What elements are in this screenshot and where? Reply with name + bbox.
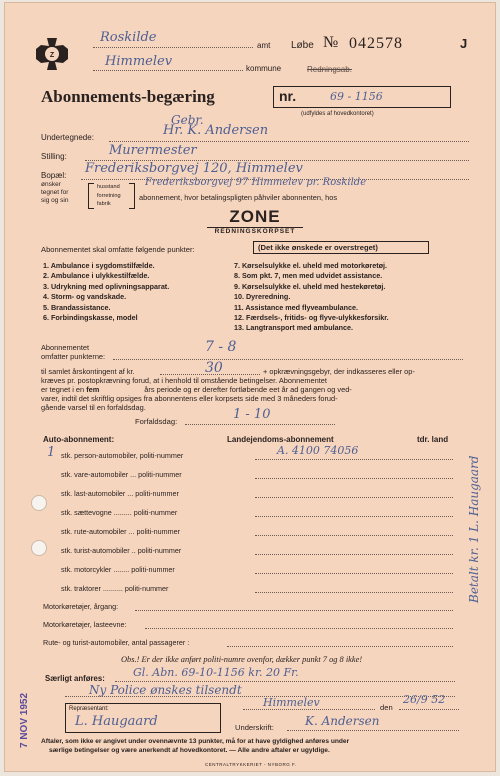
vehicle-line [255,459,453,460]
lobe-label: Løbe [291,40,314,51]
vehicle-row: stk. person-automobiler, politi-nummer [61,451,184,460]
amt-value: Roskilde [100,30,157,45]
option-bracket [88,183,94,209]
vehicle-line [255,516,453,517]
kommune-line [93,70,243,71]
sign-place: Himmelev [263,696,320,709]
nr-label: nr. [279,88,297,104]
obs-note: Obs.! Er der ikke anført politi-numre ovenfor, dækker punkt 7 og 8 ikke! [121,655,363,664]
extra-line [135,610,453,611]
land-value: A. 4100 74056 [277,444,359,457]
vehicle-row: stk. traktorer .......... politi-nummer [61,584,169,593]
vehicle-row: stk. turist-automobiler .. politi-nummer [61,546,182,555]
no-label: № [323,34,339,51]
amt-label: amt [257,41,271,50]
points-intro: Abonnementet skal omfatte følgende punkter: [41,245,195,254]
option-fabrik[interactable]: fabrik [97,201,111,207]
underskrift-line [287,730,459,731]
contingent-text-1: til samlet årskontingent af kr. [41,367,135,376]
extra-field: Motorkøretøjer, lasteevne: [43,620,127,629]
vehicle-line [255,497,453,498]
option-forretning[interactable]: forretning [97,192,121,199]
saerligt-value-1: Gl. Abn. 69-10-1156 kr. 20 Fr. [133,666,299,679]
contingent-value: 30 [205,360,223,376]
vehicle-row: stk. sættevogne ......... politi-nummer [61,508,178,517]
omfatter-line [113,359,463,360]
forfaldsdag-label: Forfaldsdag: [135,417,178,426]
punch-hole [31,495,47,511]
sign-date-line [399,709,459,710]
onsker-label: ønsker tegnet for sig og sin [41,181,69,204]
form-title: Abonnements-begæring [41,87,215,106]
vehicle-line [255,592,453,593]
terms-line-2: kræves pr. postopkrævning forud, at i henhold til omstående betingelser. Abonnementet [41,376,327,385]
undertegnede-line [109,141,469,142]
brand-logo [185,207,325,235]
vehicle-row: stk. motorcykler ........ politi-nummer [61,565,175,574]
land-title: Landejendoms-abonnement [227,435,334,444]
struck-text: Redningsab. [307,65,352,74]
bopael-value: Frederiksborgvej 120, Himmelev [85,161,303,176]
received-stamp: 7 NOV 1952 [19,692,30,748]
option-list [97,183,121,209]
point-4: 4. Storm- og vandskade. [43,292,127,302]
contingent-line [160,374,260,375]
terms-line-4: varer, indtil det skriftlig opsiges fra abonnentens eller korpsets side med 3 måneders forud- [41,394,338,403]
sign-date: 26/9 52 [403,693,446,706]
points-right [234,261,389,334]
tdr-label: tdr. land [417,435,449,444]
saerligt-line [115,681,455,682]
underskrift-value: K. Andersen [305,714,380,728]
svg-text:Z: Z [49,52,55,59]
den-label: den [380,703,393,712]
rep-label: Repræsentant: [69,706,109,712]
points-left [43,261,169,323]
amt-line [93,47,253,48]
sign-place-line [243,709,375,710]
point-11: 11. Assistance med flyveambulance. [234,302,358,312]
vehicle-count: 1 [47,445,56,460]
kommune-value: Himmelev [105,54,173,69]
stilling-value: Murermester [109,143,197,158]
serial-number: 042578 [349,35,403,52]
cross-emblem-icon [35,37,69,71]
point-8: 8. Som pkt. 7, men med udvidet assistance. [234,271,383,281]
vehicle-line [255,573,453,574]
point-6: 6. Forbindingskasse, model [43,313,138,323]
option-bracket-right [129,183,135,209]
extra-line [227,646,453,647]
vehicle-line [255,554,453,555]
forfaldsdag-value: 1 - 10 [233,407,271,422]
contingent-text-2: + opkrævningsgebyr, der indkasseres eller op- [263,367,415,376]
point-13: 13. Langtransport med ambulance. [234,323,354,333]
bopael-label: Bopæl: [41,171,67,180]
saerligt-line-2 [65,696,455,697]
nr-value: 69 - 1156 [330,90,383,103]
vehicle-line [255,535,453,536]
point-5: 5. Brandassistance. [43,302,111,312]
punch-hole [31,540,47,556]
terms-line-3: er tegnet i en fem års periode og er derefter fortløbende eet år ad gangen og ved- [41,385,352,394]
series-letter: J [460,36,468,51]
point-9: 9. Kørselsulykke el. uheld med hestekøretøj. [234,281,386,291]
onsker-value: Frederiksborgvej 97 Himmelev pr. Roskilde [145,177,367,188]
brand-sub: REDNINGSKORPSET [207,227,303,235]
underskrift-label: Underskrift: [235,723,274,732]
points-note: (Det ikke ønskede er overstreget) [258,243,378,252]
rep-value: L. Haugaard [75,714,158,729]
nr-note: (udfyldes af hovedkontoret) [301,111,374,117]
vehicle-row: stk. last-automobiler ... politi-nummer [61,489,179,498]
brand-name: ZONE [229,207,281,226]
annotation: Gebr. [171,113,204,127]
vehicle-row: stk. vare-automobiler ... politi-nummer [61,470,182,479]
undertegnede-label: Undertegnede: [41,133,94,142]
point-3: 3. Udrykning med oplivningsapparat. [43,281,170,291]
stilling-label: Stilling: [41,152,67,161]
point-1: 1. Ambulance i sygdomstilfælde. [43,261,155,270]
footer-note: Aftaler, som ikke er angivet under ovennævnte 13 punkter, må for at have gyldighed anføres under særlige betingelser og være anerkendt af hovedkontoret. — Alle andre aftaler er ugyldige. [41,738,350,754]
kommune-label: kommune [246,64,282,73]
extra-field: Rute- og turist-automobiler, antal passagerer : [43,638,190,647]
forfaldsdag-line [185,424,335,425]
undertegnede-value: Hr. K. Andersen [163,123,269,138]
omfatter-label: Abonnementet omfatter punkterne: [41,343,106,361]
auto-title: Auto-abonnement: [43,435,115,444]
terms-line-5: gående varsel til en forfaldsdag. [41,403,146,412]
abonnement-text: abonnement, hvor betalingspligten påhviler abonnenten, hos [139,193,338,202]
omfatter-value: 7 - 8 [205,339,237,355]
vehicle-line [255,478,453,479]
point-2: 2. Ambulance i ulykkestilfælde. [43,271,150,281]
point-7: 7. Kørselsulykke el. uheld med motorkøretøj. [234,261,387,270]
vertical-note: Betalt kr. 1 L. Haugaard [467,455,481,603]
point-12: 12. Færdsels-, fritids- og flyve-ulykkesforsikr. [234,313,389,323]
point-10: 10. Dyreredning. [234,292,291,302]
option-husstand[interactable]: husstand [97,184,120,190]
extra-field: Motorkøretøjer, årgang: [43,602,119,611]
vehicle-row: stk. rute-automobiler ... politi-nummer [61,527,181,536]
printer-imprint: CENTRALTRYKKERIET - NYBORG F. [205,762,297,767]
extra-line [145,628,453,629]
saerligt-value-2: Ny Police ønskes tilsendt [89,683,242,697]
saerligt-label: Særligt anføres: [45,674,105,683]
subscription-form [4,2,496,772]
